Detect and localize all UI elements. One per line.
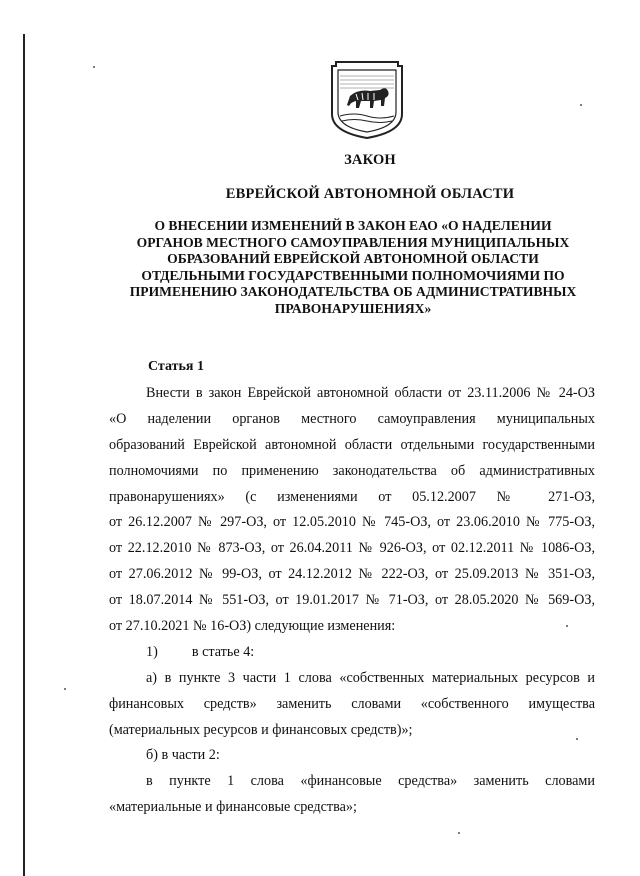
subject-line: ОТДЕЛЬНЫМИ ГОСУДАРСТВЕННЫМИ ПОЛНОМОЧИЯМИ ПО — [141, 267, 565, 283]
law-subject-title — [110, 218, 596, 317]
sub-item-b-heading: б) в части 2: — [146, 747, 220, 764]
sub-item-a-line: финансовых средств» заменить словами «собственного имущества — [109, 695, 595, 712]
sub-item-b-line: «материальные и финансовые средства»; — [109, 799, 357, 816]
body-line: от 26.12.2007 № 297-ОЗ, от 12.05.2010 № 745-ОЗ, от 23.06.2010 № 775-ОЗ, — [109, 514, 595, 531]
body-line: полномочиями по применению законодательства об административных — [109, 462, 595, 479]
binding-edge-line — [23, 34, 25, 876]
body-line: правонарушениях» (с изменениями от 05.12.2007 № 271-ОЗ, — [109, 488, 595, 505]
subject-line: ПРИМЕНЕНИЮ ЗАКОНОДАТЕЛЬСТВА ОБ АДМИНИСТРАТИВНЫХ — [129, 284, 577, 299]
body-line: Внести в закон Еврейской автономной области от 23.11.2006 № 24-ОЗ — [146, 385, 595, 401]
subject-line: ОРГАНОВ МЕСТНОГО САМОУПРАВЛЕНИЯ МУНИЦИПАЛЬНЫХ — [136, 234, 570, 250]
region-title: ЕВРЕЙСКОЙ АВТОНОМНОЙ ОБЛАСТИ — [225, 186, 515, 202]
coat-of-arms-icon — [330, 56, 404, 140]
scan-speck — [64, 688, 66, 690]
scan-speck — [580, 104, 582, 106]
body-line: от 27.06.2012 № 99-ОЗ, от 24.12.2012 № 222-ОЗ, от 25.09.2013 № 351-ОЗ, — [109, 566, 595, 583]
body-line: образований Еврейской автономной области отдельными государственными — [109, 436, 595, 453]
article-body — [109, 381, 595, 821]
body-line: «О наделении органов местного самоуправления муниципальных — [109, 410, 595, 427]
scan-speck — [93, 66, 95, 68]
body-line: от 22.12.2010 № 873-ОЗ, от 26.04.2011 № 926-ОЗ, от 02.12.2011 № 1086-ОЗ, — [109, 540, 595, 557]
sub-item-a-line: а) в пункте 3 части 1 слова «собственных материальных ресурсов и — [146, 669, 595, 686]
subject-line: ОБРАЗОВАНИЙ ЕВРЕЙСКОЙ АВТОНОМНОЙ ОБЛАСТИ — [167, 251, 539, 266]
list-item-1 — [109, 640, 595, 666]
list-item-number: 1) — [146, 643, 158, 660]
article-heading: Статья 1 — [148, 359, 204, 374]
sub-item-b-line: в пункте 1 слова «финансовые средства» заменить словами — [146, 773, 595, 790]
body-line: от 27.10.2021 № 16-ОЗ) следующие изменения: — [109, 618, 396, 635]
subject-line: ПРАВОНАРУШЕНИЯХ» — [274, 300, 432, 316]
list-item-text: в статье 4: — [191, 643, 255, 660]
sub-item-a-line: (материальных ресурсов и финансовых средств)»; — [109, 721, 413, 738]
body-line: от 18.07.2014 № 551-ОЗ, от 19.01.2017 № 71-ОЗ, от 28.05.2020 № 569-ОЗ, — [109, 592, 595, 609]
scan-speck — [458, 832, 460, 834]
subject-line: О ВНЕСЕНИИ ИЗМЕНЕНИЙ В ЗАКОН ЕАО «О НАДЕЛЕНИИ — [154, 218, 552, 233]
document-type-title: ЗАКОН — [344, 152, 396, 168]
